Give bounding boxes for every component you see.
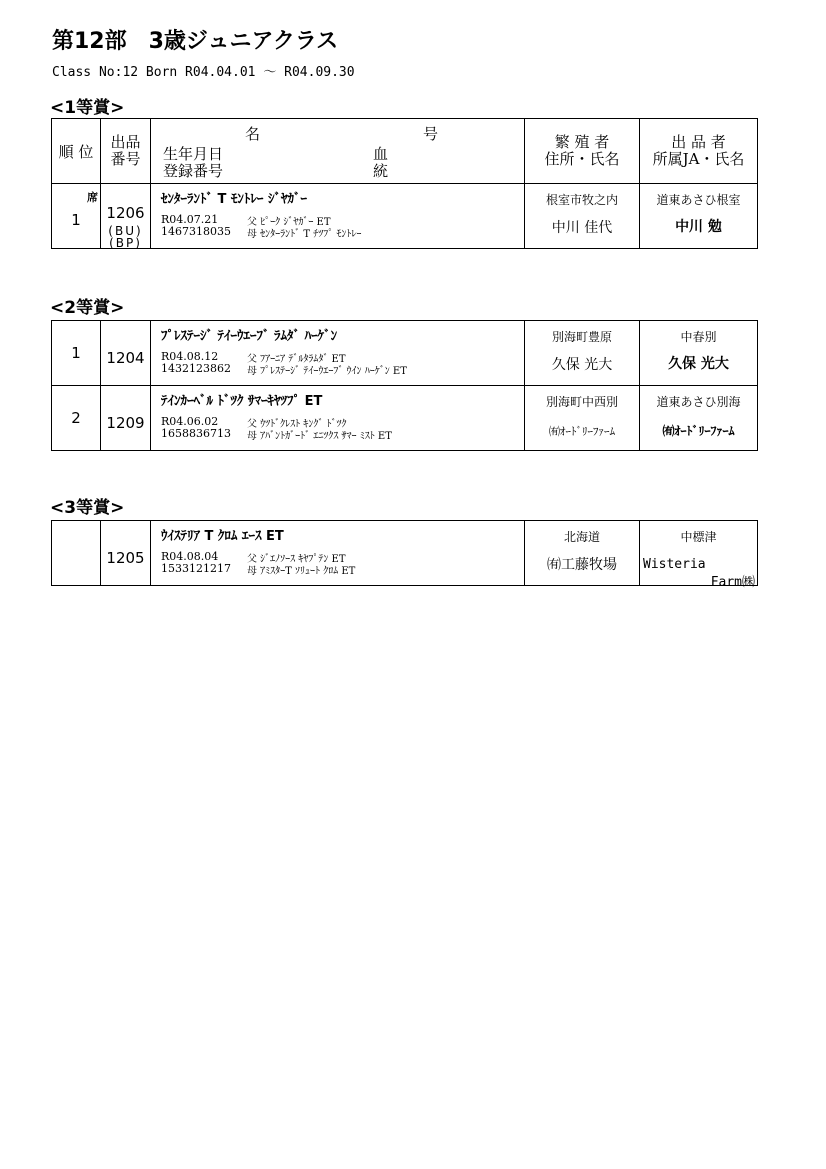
entry-number-cell: 1209 [101, 386, 151, 451]
cow-info-cell [151, 521, 525, 586]
table-row [52, 184, 758, 249]
sire: 父 ｼﾞｴﾉｿｰｽ ｷﾔﾌﾟﾃﾝ ET [247, 554, 346, 565]
section-label-3rd-prize: <3等賞> [50, 498, 125, 518]
header-entry-number: 出品 番号 [101, 119, 151, 184]
dam: 母 ｱﾊﾞﾝﾄｶﾞｰﾄﾞ ｴﾆﾂｸｽ ｻﾏｰ ﾐｽﾄ ET [247, 431, 392, 442]
header-name-pedigree: 名 号 生年月日 登録番号 血 統 [151, 119, 525, 184]
exhibitor-cell: 道東あさひ根室 中川 勉 [640, 184, 758, 249]
table-row [52, 521, 758, 586]
entry-number-cell: 1204 [101, 321, 151, 386]
results-table-1st-prize [51, 118, 758, 249]
rank-cell: 席 1 [52, 184, 101, 249]
cow-info-cell [151, 184, 525, 249]
cow-name: ｾﾝﾀｰﾗﾝﾄﾞ T ﾓﾝﾄﾚｰ ｼﾞﾔｶﾞｰ [161, 192, 307, 207]
class-name: 3歳ジュニアクラス [148, 29, 339, 54]
table-row [52, 386, 758, 451]
rank-cell: 1 [52, 321, 101, 386]
breeder-cell: 別海町豊原 久保 光大 [525, 321, 640, 386]
results-table-2nd-prize [51, 320, 758, 451]
entry-number-cell: 1205 [101, 521, 151, 586]
registration-number: 1533121217 [161, 562, 231, 575]
class-subtitle: Class No:12 Born R04.04.01 ～ R04.09.30 [52, 65, 355, 80]
birth-date: R04.06.02 [161, 415, 219, 428]
cow-info-cell [151, 321, 525, 386]
results-table-3rd-prize [51, 520, 758, 590]
header-exhibitor: 出 品 者 所属JA・氏名 [640, 119, 758, 184]
registration-number: 1467318035 [161, 225, 231, 238]
entry-number-cell: 1206 (BU) (BP) [101, 184, 151, 249]
part-number: 第12部 [52, 29, 127, 54]
section-label-1st-prize: <1等賞> [50, 98, 125, 118]
sire: 父 ｳﾂﾄﾞｸﾚｽﾄ ｷﾝｸﾞ ﾄﾞﾂｸ [247, 419, 347, 430]
table-row [52, 321, 758, 386]
page-title [52, 24, 360, 55]
birth-date: R04.08.12 [161, 350, 219, 363]
registration-number: 1432123862 [161, 362, 231, 375]
seat-mark: 席 [87, 191, 98, 204]
cow-info-cell [151, 386, 525, 451]
exhibitor-cell: 中標津 Wisteria Farm㈱ [640, 521, 758, 586]
dam: 母 ﾌﾟﾚｽﾃｰｼﾞ ﾃｲｰｳｴｰﾌﾞ ｳｲﾝ ﾊｰｹﾞﾝ ET [247, 366, 407, 377]
exhibitor-cell: 道東あさひ別海 ㈲ｵｰﾄﾞﾘｰﾌｧｰﾑ [640, 386, 758, 451]
cow-name: ﾌﾟﾚｽﾃｰｼﾞ ﾃｲｰｳｴｰﾌﾞ ﾗﾑﾀﾞ ﾊｰｹﾞﾝ [161, 329, 338, 344]
rank-cell: 2 [52, 386, 101, 451]
header-breeder: 繁 殖 者 住所・氏名 [525, 119, 640, 184]
breeder-cell: 北海道 ㈲工藤牧場 [525, 521, 640, 586]
dam: 母 ｱﾐｽﾀｰT ｿﾘｭｰﾄ ｸﾛﾑ ET [247, 566, 356, 577]
exhibitor-cell: 中春別 久保 光大 [640, 321, 758, 386]
dam: 母 ｾﾝﾀｰﾗﾝﾄﾞ T ﾁﾂﾌﾟ ﾓﾝﾄﾚｰ [247, 229, 362, 240]
sire: 父 ﾋﾟｰｸ ｼﾞﾔｶﾞｰ ET [247, 217, 331, 228]
cow-name: ｳｲｽﾃﾘｱ T ｸﾛﾑ ｴｰｽ ET [161, 529, 284, 544]
sire: 父 ﾌｱｰﾆｱ ﾃﾞﾙﾀﾗﾑﾀﾞ ET [247, 354, 346, 365]
registration-number: 1658836713 [161, 427, 231, 440]
section-label-2nd-prize: <2等賞> [50, 298, 125, 318]
header-rank: 順 位 [52, 119, 101, 184]
birth-date: R04.07.21 [161, 213, 219, 226]
cow-name: ﾃｲﾝｶｰﾍﾞﾙ ﾄﾞﾂｸ ｻﾏｰｷﾔﾂﾌﾟ ET [161, 394, 323, 409]
breeder-cell: 根室市牧之内 中川 佳代 [525, 184, 640, 249]
breeder-cell: 別海町中西別 ㈲ｵｰﾄﾞﾘｰﾌｧｰﾑ [525, 386, 640, 451]
rank-cell [52, 521, 101, 586]
table-header-row [52, 119, 758, 184]
birth-date: R04.08.04 [161, 550, 219, 563]
